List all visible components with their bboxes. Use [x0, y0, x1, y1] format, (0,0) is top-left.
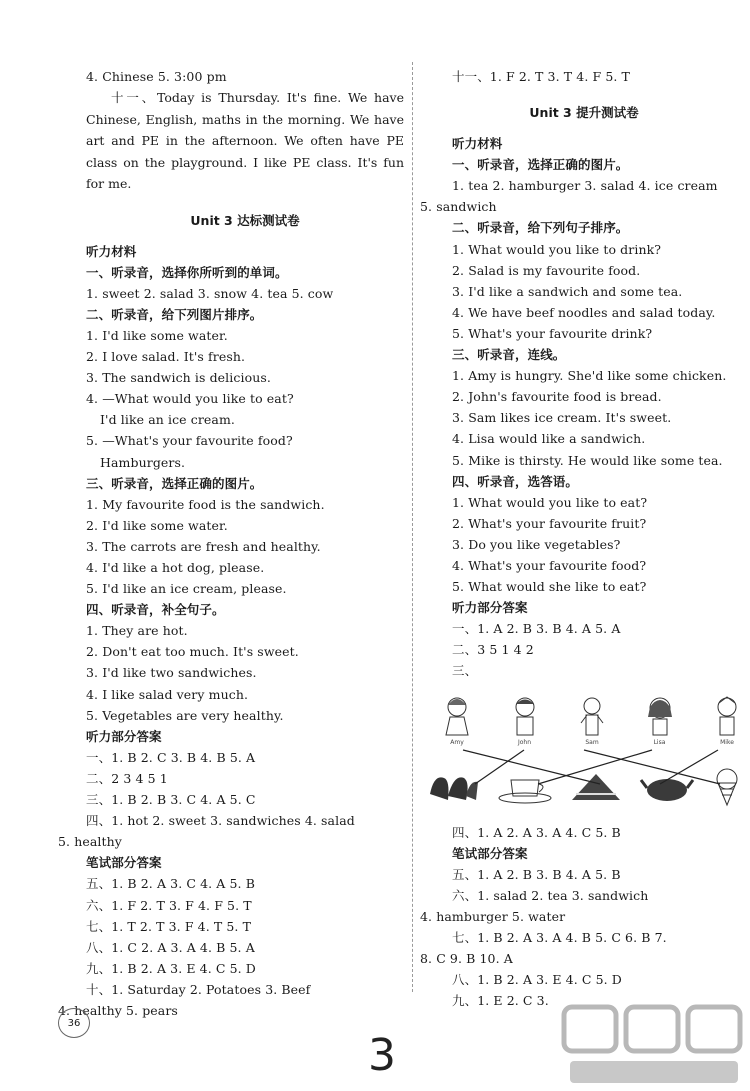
answer-line: 九、1. B 2. A 3. E 4. C 5. D	[86, 960, 256, 976]
listening-material-heading: 听力材料	[86, 243, 137, 259]
list-item: 2. John's favourite food is bread.	[452, 389, 662, 405]
answer-line: 八、1. C 2. A 3. A 4. B 5. A	[86, 939, 255, 955]
list-item: 1. They are hot.	[86, 623, 188, 639]
list-item: 3. The sandwich is delicious.	[86, 370, 271, 386]
answer-line: 七、1. B 2. A 3. A 4. B 5. C 6. B 7.	[452, 930, 667, 945]
list-item: 5. I'd like an ice cream, please.	[86, 581, 287, 597]
list-item: 2. Don't eat too much. It's sweet.	[86, 644, 299, 660]
answer-line: 六、1. salad 2. tea 3. sandwich	[452, 887, 649, 903]
answer-line: 七、1. T 2. T 3. F 4. T 5. T	[86, 918, 252, 934]
list-item: 4. We have beef noodles and salad today.	[452, 304, 716, 320]
answer-line: 二、3 5 1 4 2	[452, 642, 534, 658]
list-item: 3. The carrots are fresh and healthy.	[86, 538, 321, 554]
listening-answers-heading: 听力部分答案	[452, 600, 528, 616]
answer-line: 十、1. Saturday 2. Potatoes 3. Beef	[86, 981, 311, 997]
list-item: 3. I'd like two sandwiches.	[86, 665, 257, 681]
kid-mike: Mike	[710, 695, 744, 746]
answer-line: 五、1. A 2. B 3. B 4. A 5. B	[452, 866, 621, 882]
list-item: 4. What's your favourite food?	[452, 557, 647, 573]
matching-figure	[420, 686, 748, 822]
answer-line-wrap: 4. hamburger 5. water	[420, 908, 566, 924]
list-item: 1. What would you like to drink?	[452, 241, 662, 257]
list-item: 4. I like salad very much.	[86, 686, 249, 702]
list-item: 1. I'd like some water.	[86, 327, 228, 343]
section-1-title: 一、听录音，选择你所听到的单词。	[86, 264, 288, 280]
page-number: 36	[58, 1008, 90, 1038]
section-3-title: 三、听录音，连线。	[452, 347, 566, 363]
section-1-words: 1. sweet 2. salad 3. snow 4. tea 5. cow	[86, 285, 334, 301]
list-item: 3. I'd like a sandwich and some tea.	[452, 283, 683, 299]
answer-line: 六、1. F 2. T 3. F 4. F 5. T	[86, 897, 252, 913]
list-item: 2. What's your favourite fruit?	[452, 515, 647, 531]
kid-sam: Sam	[575, 695, 609, 746]
list-item: 1. What would you like to eat?	[452, 494, 648, 510]
section-1-wrap: 5. sandwich	[420, 199, 497, 215]
section-3-title: 三、听录音，选择正确的图片。	[86, 475, 263, 491]
left-column	[58, 66, 404, 1021]
answer-line: 三、1. B 2. B 3. C 4. A 5. C	[86, 792, 256, 808]
list-item: 2. I'd like some water.	[86, 517, 228, 533]
list-item: 1. My favourite food is the sandwich.	[86, 496, 325, 512]
kid-lisa: Lisa	[643, 695, 677, 746]
answer-line: 九、1. E 2. C 3.	[452, 993, 549, 1009]
list-item: 5. What would she like to eat?	[452, 579, 647, 595]
answer-line: 一、1. A 2. B 3. B 4. A 5. A	[452, 621, 621, 637]
answer-line-wrap: 5. healthy	[58, 834, 122, 850]
list-item: 4. I'd like a hot dog, please.	[86, 560, 265, 575]
answer-line: 四、1. A 2. A 3. A 4. C 5. B	[452, 824, 621, 840]
unit-title: Unit 3 达标测试卷	[190, 212, 300, 228]
passage-paragraph: 十一、Today is Thursday. It's fine. We have Chinese, English, maths in the morning. We have art and PE in the afternoon. We often have PE class on the playground. I like PE class. It's fun for me.	[86, 90, 404, 192]
unit-title: Unit 3 提升测试卷	[529, 105, 639, 121]
written-answers-heading: 笔试部分答案	[452, 845, 528, 861]
top-answer-line: 十一、1. F 2. T 3. T 4. F 5. T	[452, 69, 630, 84]
list-item: 2. I love salad. It's fresh.	[86, 349, 246, 365]
answer-line: 五、1. B 2. A 3. C 4. A 5. B	[86, 876, 255, 892]
right-column	[420, 66, 748, 1011]
matching-lines	[420, 748, 748, 788]
list-item: 4. —What would you like to eat?	[86, 391, 294, 407]
handwritten-number: 3	[368, 1030, 396, 1081]
list-item: 5. —What's your favourite food?	[86, 433, 293, 449]
list-item: 3. Do you like vegetables?	[452, 536, 621, 552]
column-divider	[412, 62, 413, 992]
list-item: 3. Sam likes ice cream. It's sweet.	[452, 410, 672, 426]
answer-line: 二、2 3 4 5 1	[86, 770, 168, 786]
written-answers-heading: 笔试部分答案	[86, 855, 162, 871]
answer-line-wrap: 4. healthy 5. pears	[58, 1002, 178, 1018]
kid-john: John	[508, 695, 542, 746]
section-4-title: 四、听录音，补全句子。	[86, 602, 225, 618]
section-1-title: 一、听录音，选择正确的图片。	[452, 157, 629, 173]
section-4-title: 四、听录音，选答语。	[452, 473, 579, 489]
list-item: 5. Mike is thirsty. He would like some tea.	[452, 452, 723, 468]
kid-amy: Amy	[440, 695, 474, 746]
list-item: 1. Amy is hungry. She'd like some chicken.	[452, 368, 727, 384]
answer-line-wrap: 8. C 9. B 10. A	[420, 951, 513, 967]
watermark-logo	[560, 1003, 745, 1087]
kids-row	[420, 686, 748, 746]
section-2-title: 二、听录音，给下列句子排序。	[452, 220, 629, 236]
section-1-words: 1. tea 2. hamburger 3. salad 4. ice cream	[452, 178, 718, 194]
list-item: I'd like an ice cream.	[100, 412, 235, 428]
section-2-title: 二、听录音，给下列图片排序。	[86, 306, 263, 322]
answer-line: 八、1. B 2. A 3. E 4. C 5. D	[452, 972, 622, 988]
list-item: 5. What's your favourite drink?	[452, 325, 653, 341]
answer-line: 三、	[452, 663, 478, 679]
listening-answers-heading: 听力部分答案	[86, 728, 162, 744]
list-item: 5. Vegetables are very healthy.	[86, 707, 284, 723]
top-answer-line: 4. Chinese 5. 3:00 pm	[86, 69, 227, 84]
answer-line: 一、1. B 2. C 3. B 4. B 5. A	[86, 749, 256, 765]
listening-material-heading: 听力材料	[452, 136, 503, 152]
answer-line: 四、1. hot 2. sweet 3. sandwiches 4. salad	[86, 813, 355, 829]
list-item: 4. Lisa would like a sandwich.	[452, 431, 646, 447]
list-item: Hamburgers.	[100, 454, 186, 470]
list-item: 2. Salad is my favourite food.	[452, 262, 641, 278]
